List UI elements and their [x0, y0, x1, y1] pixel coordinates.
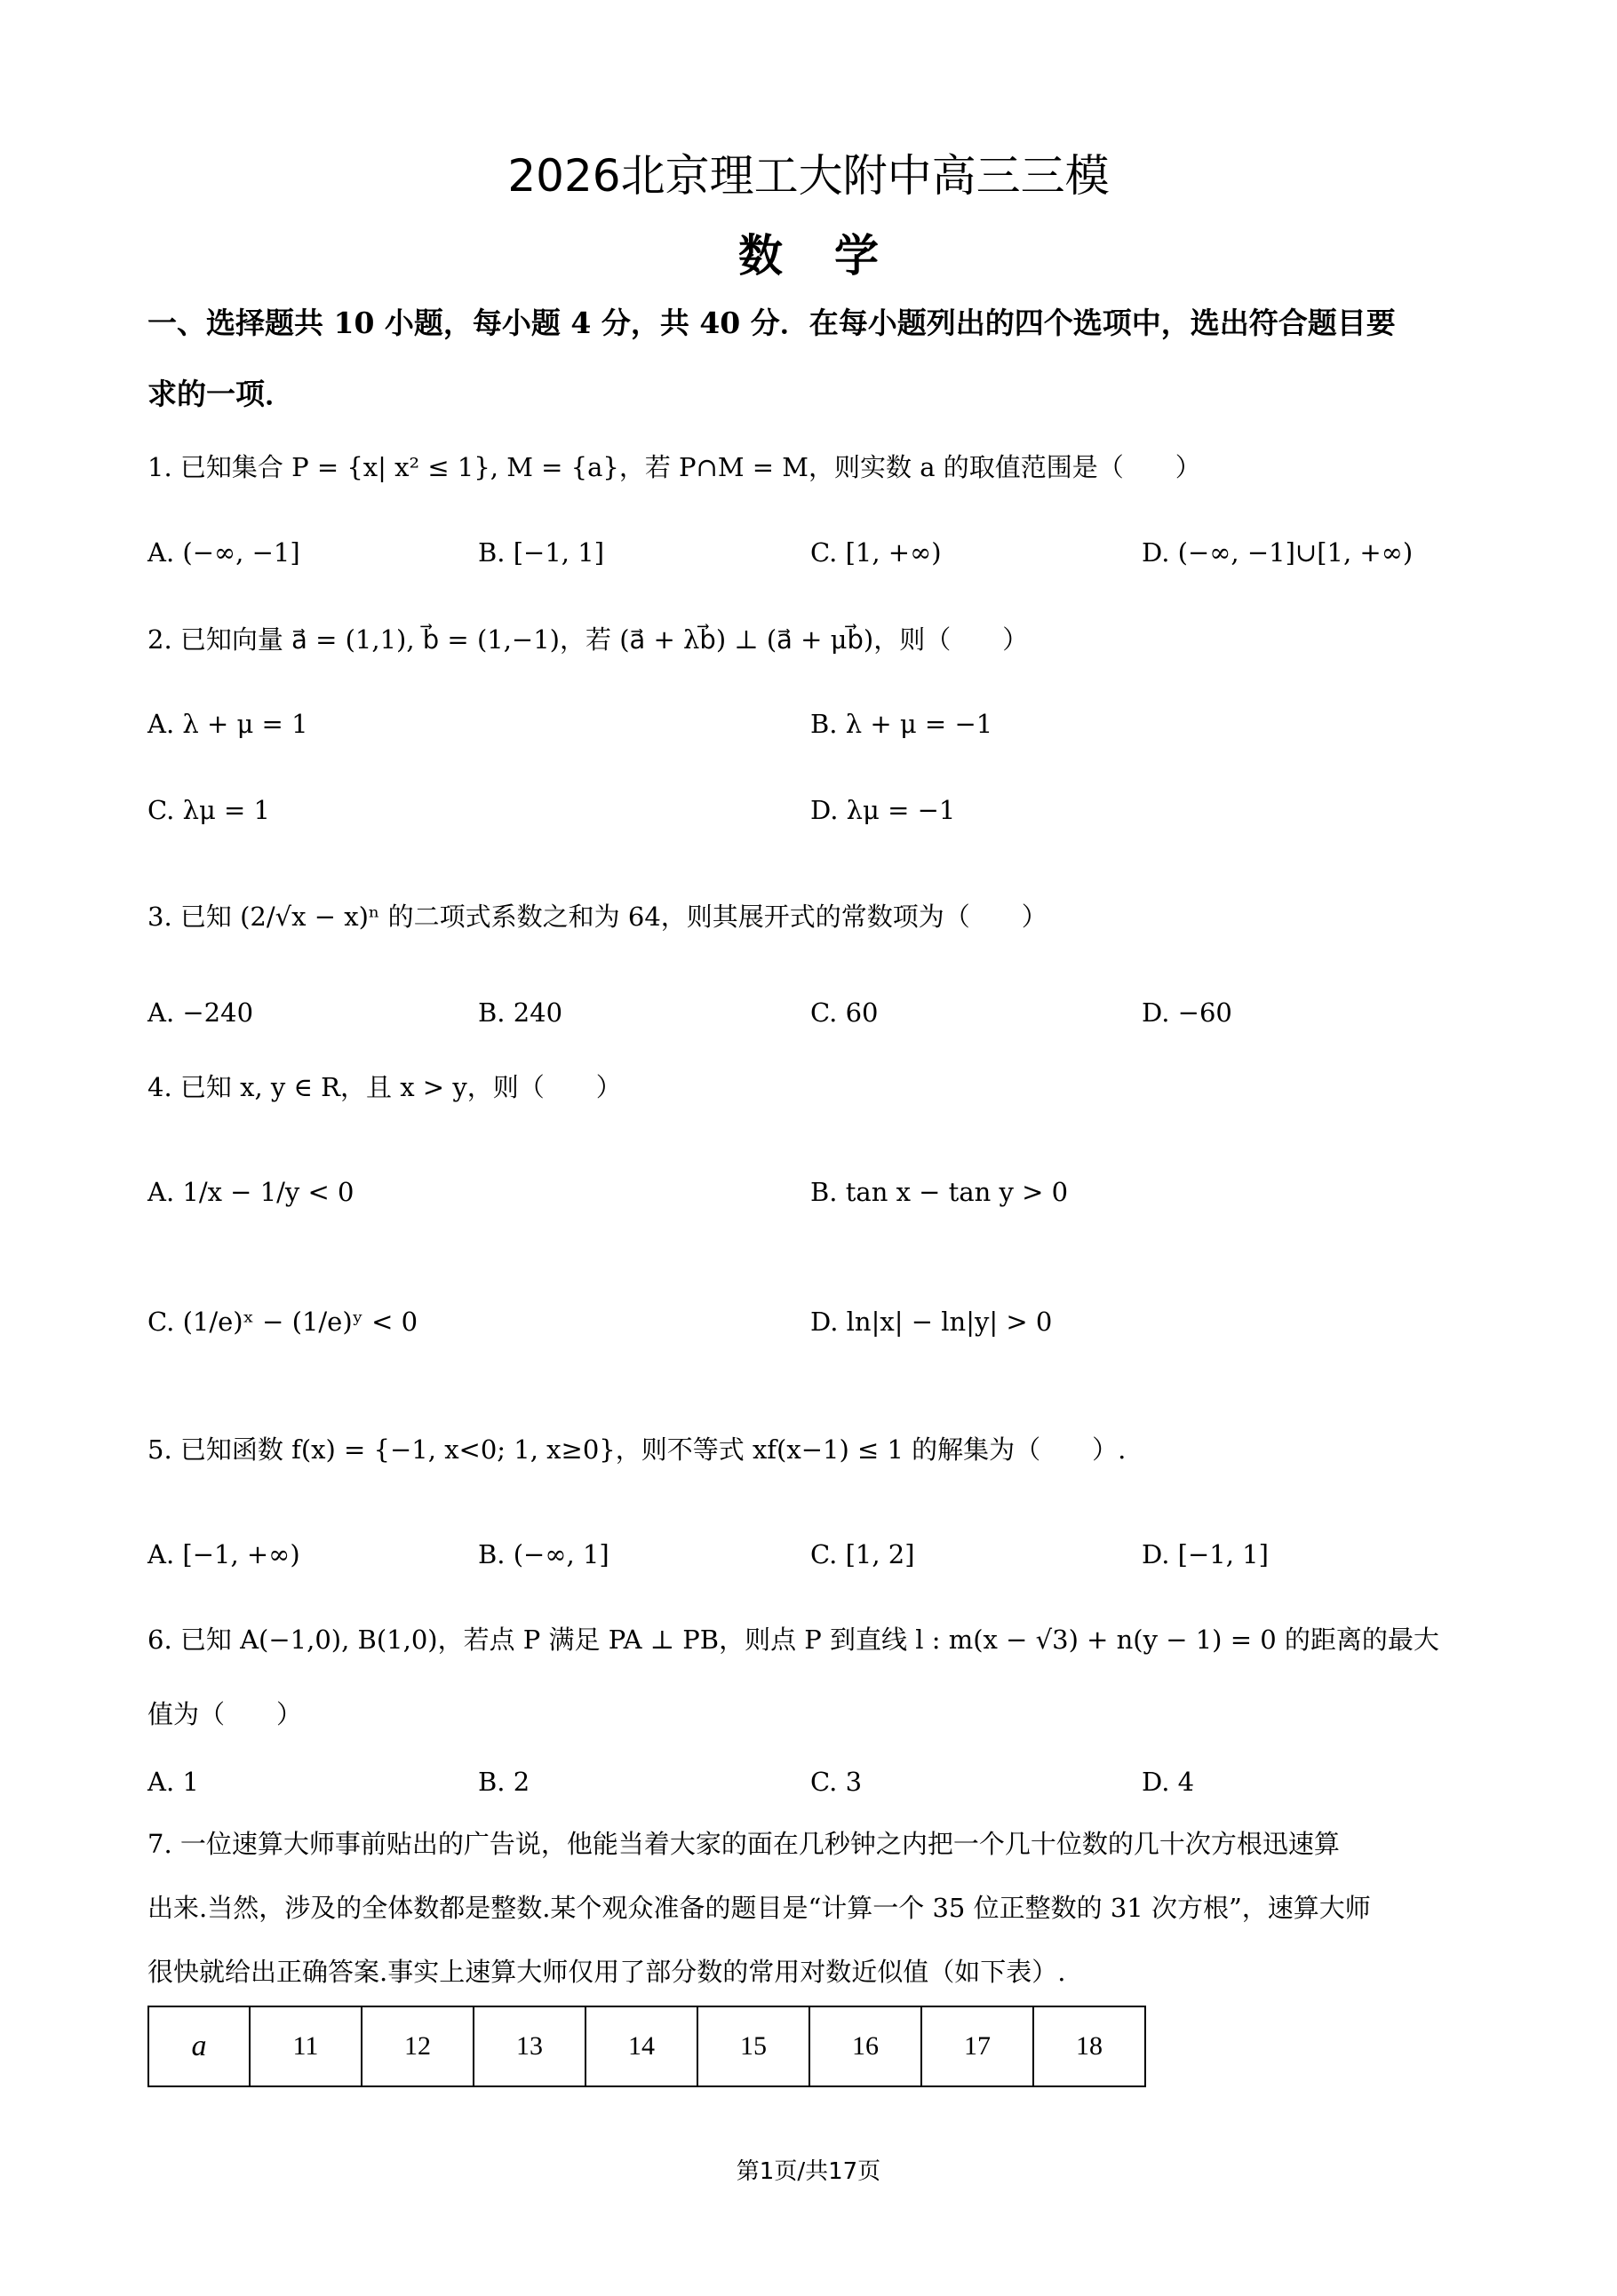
- question-5-option-b: B. (−∞, 1]: [478, 1539, 609, 1569]
- question-4-option-a: A. 1/x − 1/y < 0: [147, 1177, 354, 1207]
- table-cell: 17: [921, 2006, 1033, 2086]
- question-6-stem-line1: 6. 已知 A(−1,0), B(1,0)，若点 P 满足 PA ⊥ PB，则点 P 到直线 l : m(x − √3) + n(y − 1) = 0 的距离的最大: [147, 1625, 1439, 1655]
- question-2-stem: 2. 已知向量 a⃗ = (1,1), b⃗ = (1,−1)，若 (a⃗ + λb⃗) ⊥ (a⃗ + μb⃗)，则（ ）: [147, 624, 1029, 655]
- question-6-stem-line2: 值为（ ）: [147, 1699, 303, 1729]
- question-3-option-d: D. −60: [1142, 997, 1232, 1028]
- question-4-option-d: D. ln|x| − ln|y| > 0: [810, 1307, 1053, 1337]
- question-5-option-c: C. [1, 2]: [810, 1539, 915, 1569]
- question-2-option-c: C. λμ = 1: [147, 795, 271, 825]
- log-table: [147, 2006, 1146, 2087]
- page-footer: 第1页/共17页: [736, 2158, 881, 2185]
- question-3-option-c: C. 60: [810, 997, 879, 1028]
- question-2-option-b: B. λ + μ = −1: [810, 709, 993, 739]
- table-cell: 18: [1033, 2006, 1145, 2086]
- section-heading-line2: 求的一项．: [147, 377, 294, 411]
- table-cell: 11: [250, 2006, 362, 2086]
- question-5-option-d: D. [−1, 1]: [1142, 1539, 1269, 1569]
- question-2-option-d: D. λμ = −1: [810, 795, 956, 825]
- table-row: [148, 2006, 1145, 2086]
- table-cell: 16: [809, 2006, 921, 2086]
- question-3-option-a: A. −240: [147, 997, 254, 1028]
- subject-title: 数学: [738, 230, 930, 282]
- question-7-stem-line1: 7. 一位速算大师事前贴出的广告说，他能当着大家的面在几秒钟之内把一个几十位数的几十次方根迅速算: [147, 1829, 1340, 1859]
- question-1-option-c: C. [1, +∞): [810, 537, 942, 568]
- question-1-option-a: A. (−∞, −1]: [147, 537, 300, 568]
- exam-title: 2026北京理工大附中高三三模: [507, 150, 1110, 202]
- question-1-option-b: B. [−1, 1]: [478, 537, 605, 568]
- question-7-stem-line2: 出来.当然，涉及的全体数都是整数.某个观众准备的题目是“计算一个 35 位正整数的 31 次方根”，速算大师: [147, 1893, 1371, 1923]
- question-7-stem: [147, 1812, 1480, 2004]
- question-2-option-a: A. λ + μ = 1: [147, 709, 308, 739]
- question-4-option-c: C. (1/e)ˣ − (1/e)ʸ < 0: [147, 1307, 418, 1337]
- question-5-stem: 5. 已知函数 f(x) = {−1, x<0; 1, x≥0}，则不等式 xf(x−1) ≤ 1 的解集为（ ）.: [147, 1434, 1127, 1465]
- question-6-option-c: C. 3: [810, 1767, 863, 1797]
- question-3-option-b: B. 240: [478, 997, 563, 1028]
- question-4-stem: 4. 已知 x, y ∈ R，且 x > y，则（ ）: [147, 1072, 622, 1102]
- table-cell: 15: [697, 2006, 809, 2086]
- question-3-stem: 3. 已知 (2/√x − x)ⁿ 的二项式系数之和为 64，则其展开式的常数项为（ ）: [147, 902, 1047, 932]
- table-cell: 13: [474, 2006, 585, 2086]
- question-1-stem: 1. 已知集合 P = {x| x² ≤ 1}, M = {a}，若 P∩M = M，则实数 a 的取值范围是（ ）: [147, 452, 1201, 482]
- question-5-option-a: A. [−1, +∞): [147, 1539, 300, 1569]
- question-7-stem-line3: 很快就给出正确答案.事实上速算大师仅用了部分数的常用对数近似值（如下表）.: [147, 1957, 1066, 1987]
- question-4-option-b: B. tan x − tan y > 0: [810, 1177, 1069, 1207]
- question-6-option-b: B. 2: [478, 1767, 530, 1797]
- table-cell: 14: [585, 2006, 697, 2086]
- section-heading-line1: 一、选择题共 10 小题，每小题 4 分，共 40 分．在每小题列出的四个选项中，选出符合题目要: [147, 306, 1396, 340]
- table-cell: a: [148, 2006, 250, 2086]
- table-cell: 12: [362, 2006, 474, 2086]
- question-1-option-d: D. (−∞, −1]∪[1, +∞): [1142, 537, 1414, 568]
- question-6-option-d: D. 4: [1142, 1767, 1195, 1797]
- question-6-option-a: A. 1: [147, 1767, 199, 1797]
